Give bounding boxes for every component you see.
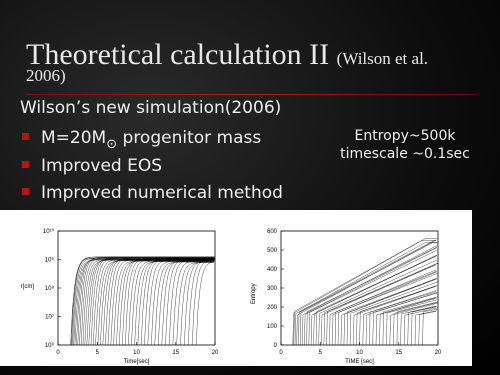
- y-tick-label: 300: [266, 286, 277, 292]
- radius-curve: [180, 262, 213, 345]
- entropy-curve: [379, 298, 436, 345]
- bullet-square-icon: [22, 188, 29, 195]
- solar-symbol: ⊙: [106, 137, 118, 152]
- x-tick-label: 5: [318, 350, 322, 356]
- entropy-curve: [332, 272, 436, 345]
- y-tick-label: 10⁶: [44, 343, 54, 349]
- entropy-curve: [404, 308, 438, 345]
- y-tick-label: 100: [266, 324, 277, 330]
- entropy-curve: [307, 247, 437, 345]
- x-tick-label: 10: [356, 350, 363, 356]
- bullet-square-icon: [22, 161, 29, 168]
- bullet-item-mass: [22, 128, 262, 152]
- title-divider: [26, 94, 478, 95]
- entropy-curve: [314, 256, 437, 345]
- bullet-eos-text: Improved EOS: [41, 156, 163, 176]
- entropy-curve: [423, 309, 438, 345]
- x-axis-label: Time[sec]: [123, 359, 150, 365]
- figure-panel: [0, 210, 472, 366]
- bullet-item-eos: [22, 156, 162, 176]
- entropy-curve: [376, 298, 436, 345]
- slide-title-main: Theoretical calculation II: [26, 38, 330, 71]
- radius-curve: [155, 262, 214, 345]
- x-tick-label: 10: [133, 350, 140, 356]
- radius-curve: [158, 262, 213, 345]
- y-tick-label: 0: [273, 343, 277, 349]
- bullet-item-numerical: [22, 183, 283, 203]
- y-tick-label: 10⁹: [44, 257, 54, 264]
- radius-curve: [122, 259, 214, 345]
- y-tick-label: 10¹⁰: [42, 229, 54, 235]
- radius-curve: [119, 260, 213, 345]
- radius-curve: [169, 260, 214, 345]
- radius-curve: [184, 261, 214, 345]
- y-tick-label: 10⁷: [45, 314, 54, 321]
- slide-title-citation: (Wilson et al.: [336, 49, 429, 68]
- bullet-mass-post: progenitor mass: [117, 128, 262, 148]
- radius-curve: [138, 261, 215, 345]
- side-note-entropy: Entropy~500k: [354, 128, 456, 144]
- radius-curve: [96, 260, 214, 345]
- radius-curve: [173, 261, 214, 345]
- side-note: [330, 127, 480, 163]
- bullet-mass-pre: M=20M: [41, 128, 107, 148]
- radius-curve: [98, 261, 214, 345]
- slide-title: [26, 40, 428, 74]
- y-tick-label: 600: [266, 229, 277, 235]
- x-tick-label: 20: [211, 350, 219, 356]
- x-tick-label: 5: [95, 350, 99, 356]
- radius-curve: [165, 260, 214, 346]
- radius-curve: [135, 262, 214, 345]
- x-tick-label: 0: [56, 350, 60, 356]
- x-tick-label: 20: [434, 350, 442, 356]
- radius-curve: [188, 260, 214, 345]
- side-note-timescale: timescale ~0.1sec: [340, 146, 470, 162]
- radius-curve: [128, 260, 214, 345]
- entropy-curve: [415, 311, 437, 345]
- entropy-curve: [419, 311, 436, 345]
- slide-title-citation-year: 2006): [26, 66, 66, 85]
- radius-curve: [131, 261, 213, 345]
- radius-curve: [91, 258, 215, 345]
- y-axis-label: Entropy: [251, 283, 257, 305]
- y-tick-label: 200: [266, 305, 277, 311]
- y-tick-label: 10⁸: [44, 286, 54, 292]
- radius-curve: [74, 259, 215, 345]
- x-tick-label: 0: [279, 350, 283, 356]
- entropy-curve: [327, 265, 436, 345]
- bullet-numerical-text: Improved numerical method: [41, 183, 283, 203]
- bullet-square-icon: [22, 133, 29, 140]
- subheading: Wilson’s new simulation(2006): [20, 98, 282, 118]
- radius-curve: [72, 257, 215, 345]
- y-tick-label: 500: [266, 248, 277, 254]
- x-tick-label: 15: [172, 350, 180, 356]
- x-tick-label: 15: [395, 350, 403, 356]
- radius-curve: [105, 258, 213, 345]
- y-tick-label: 400: [266, 267, 277, 273]
- figure-svg: [0, 210, 472, 366]
- radius-curve: [151, 261, 214, 345]
- x-axis-label: TIME [sec]: [345, 359, 374, 365]
- radius-curve: [177, 262, 214, 345]
- radius-curve: [192, 260, 214, 345]
- y-axis-label: r[cm]: [20, 284, 34, 290]
